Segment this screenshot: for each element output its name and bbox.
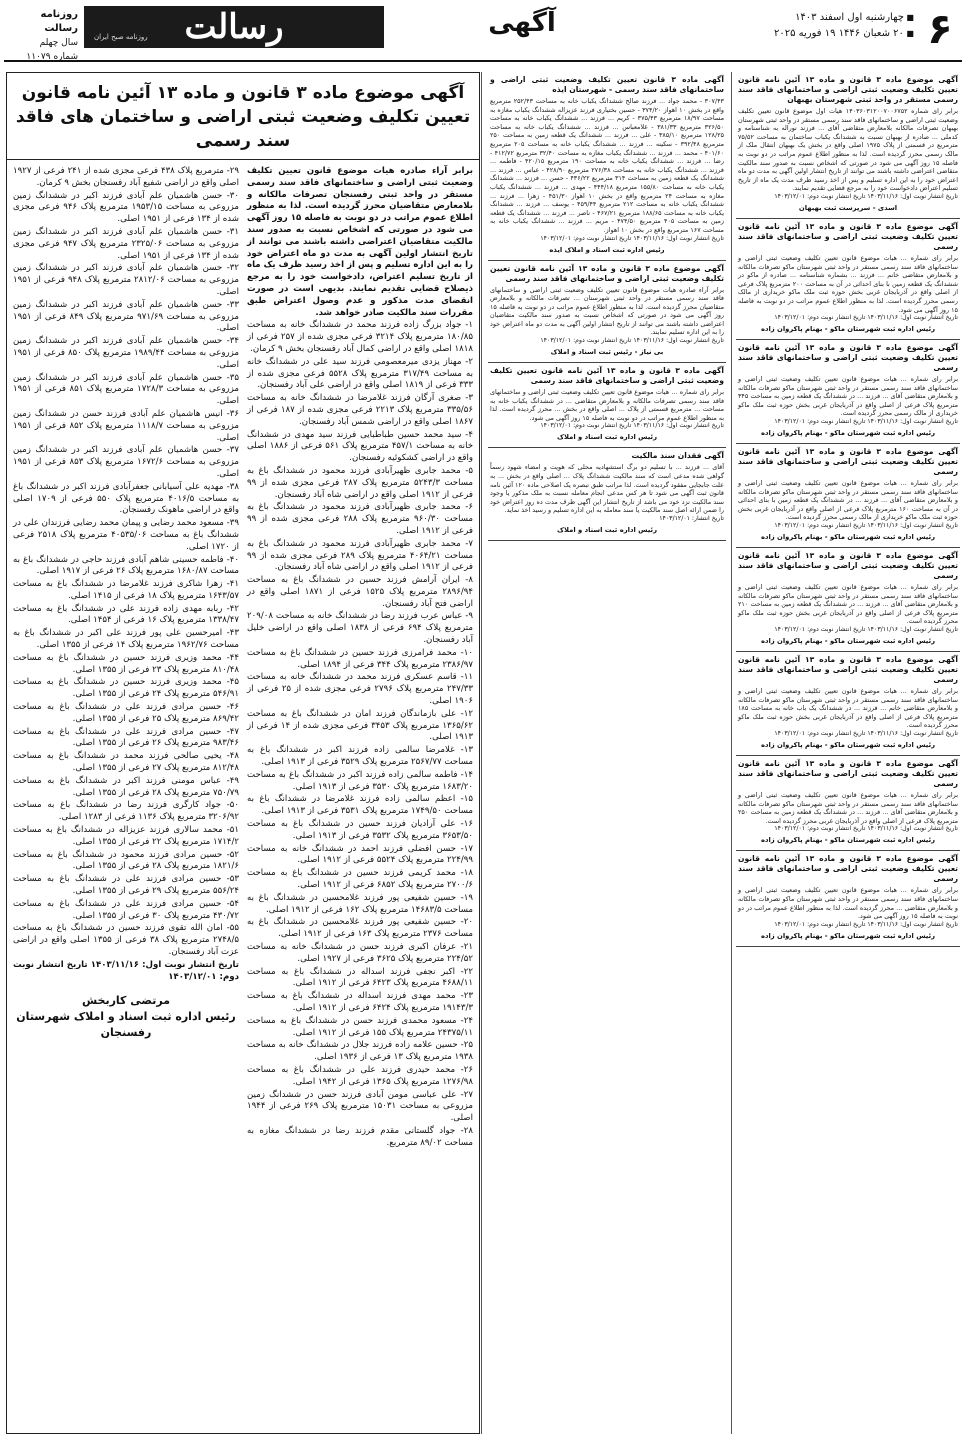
logo-text: رسالت (184, 7, 284, 47)
publish-dates: تاریخ انتشار نوبت اول: ۱۴۰۳/۱۱/۱۶ تاریخ انتشار نوبت دوم: ۱۴۰۳/۱۲/۰۱ (13, 959, 239, 982)
page-number: ۶ (927, 4, 953, 53)
ad-body: برابر آراء صادره هیات موضوع قانون تعیین تکلیف وضعیت ثبتی اراضی و ساختمانهای فاقد سند رسمی مستقر در واحد ثبتی شهرستان ... تصرفات مالکانه و بلامعارض متقاضیان محرز گردیده است. لذا به منظور اطلاع عموم مراتب در دو نوبت به فاصله ۱۵ روز آگهی می شود در صورتی که اشخاص نسبت به صدور سند مالکیت متقاضیان اعتراضی داشته باشند می توانند از تاریخ انتشار اولین آگهی به مدت دو ماه اعتراض خود را به این اداره تسلیم نمایند. (490, 285, 724, 337)
property-entry: ۱- جواد بزرگ زاده فرزند محمد در ششدانگ خانه به مساحت ۱۸۰/۸۵ مترمربع پلاک ۳۲۱۴ فرعی مجزی شده از ۲۵۷ فرعی از ۱۸۱۸ اصلی واقع در اراضی کمال آباد رفسنجان بخش ۹ کرمان. (247, 320, 474, 354)
notice-title: آگهی موضوع ماده ۳ قانون و ماده ۱۳ آئین نامه قانون تعیین تکلیف وضعیت ثبتی اراضی و ساختمان های فاقد سند رسمی (7, 73, 479, 160)
ad-dates: تاریخ انتشار: ۱۴۰۳/۱۲/۰۱ (659, 515, 724, 522)
ad-notice (736, 444, 960, 548)
property-entry: ۲۱- عرفان اکبری فرزند حسن در ششدانگ خانه به مساحت ۲۲۴/۵۲ مترمربع پلاک ۳۶۲۵ فرعی از ۱۹۲۷ اصلی. (247, 942, 473, 964)
ad-signature: رئیس اداره ثبت شهرستان ماکو - بهنام پاکروان زاده (760, 533, 936, 542)
property-entry: ۱۵- اعظم سالمی زاده فرزند غلامرضا در ششدانگ باغ به مساحت ۱۷۴۹/۵۰ مترمربع پلاک ۳۵۳۱ فرعی از ۱۹۱۳ اصلی. (247, 794, 473, 817)
ad-body: ۳۰۷/۴۳ - محمد جواد ... فرزند صالح ششدانگ یکباب خانه به مساحت ۲۵۲/۴۳ مترمربع واقع در بخش ۱۰ اهواز ۳۷۴/۲۰ - حسین بختیاری فرزند عزیزاله ششدانگ یکباب مغازه به مساحت ۱۸/۹۷ مترمربع ۳۷۵/۴۳ - کریم ... فرزند ... ششدانگ یکباب خانه به مساحت ۳۲۶/۵۰ مترمربع ۳۸۱/۳۳ - غلامعباس ... فرزند ... ششدانگ یکباب خانه به مساحت ۱۲۸/۲۵ مترمربع ۳۸۵/۱۰ - علی ... فرزند ... ششدانگ یک قطعه زمین به مساحت ۲۵۰ مترمربع ۳۹۲/۴۸ - سکینه ... فرزند ... ششدانگ یکباب خانه به مساحت ۲۰۵ مترمربع ۴۰۱/۶۰ - محمد ... فرزند ... ششدانگ یکباب مغازه به مساحت ۳۲/۴۰ مترمربع ۴۱۲/۷۲ - رضا ... فرزند ... ششدانگ یکباب خانه به مساحت ۱۹۰ مترمربع ۴۲۰/۱۵ - فاطمه ... فرزند ... ششدانگ یکباب خانه به مساحت ۲۷۶/۳۸ مترمربع ۴۲۸/۹۰ - عباس ... فرزند ... ششدانگ یک قطعه زمین به مساحت ۳۱۴ مترمربع ۴۳۶/۲۲ - حسن ... فرزند ... ششدانگ یکباب خانه به مساحت ۱۵۵/۸۰ مترمربع ۴۴۴/۱۸ - مهدی ... فرزند ... ششدانگ یکباب مغازه به مساحت ۲۴ مترمربع واقع در بخش ۱۰ اهواز ۴۵۱/۳۰ - زهرا ... فرزند ... ششدانگ یکباب خانه به مساحت ۲۱۲ مترمربع ۴۵۹/۴۴ - یوسف ... فرزند ... ششدانگ یکباب خانه به مساحت ۱۸۸/۶۵ مترمربع ۴۶۷/۲۱ - ناصر ... فرزند ... ششدانگ یک قطعه زمین به مساحت ۴۰۵ مترمربع ۴۷۴/۵۰ - مریم ... فرزند ... ششدانگ یکباب خانه به مساحت ۱۶۷ مترمربع واقع در بخش ۱۰ اهواز. (490, 97, 725, 234)
ad-dates: تاریخ انتشار نوبت اول: ۱۴۰۳/۱۱/۱۶ تاریخ انتشار نوبت دوم: ۱۴۰۳/۱۲/۰۱ (540, 337, 724, 345)
property-entry: ۲۷- علی عباسی مومن آبادی فرزند حسن در ششدانگ زمین مزروعی به مساحت ۱۵۰۳۱ مترمربع پلاک ۲۶۹ فرعی از ۱۹۴۴ اصلی. (247, 1089, 473, 1124)
property-entry: ۱۰- محمد فرامرزی فرزند حسین در ششدانگ باغ به مساحت ۲۳۸۶/۹۷ مترمربع پلاک ۳۴۴ فرعی از ۱۸۹۴ اصلی. (247, 647, 473, 670)
property-entry: ۲۶- محمد حیدری فرزند علی در ششدانگ باغ به مساحت ۱۲۷۶/۹۸ مترمربع پلاک ۱۳۶۵ فرعی از ۱۹۴۲ اصلی. (247, 1064, 473, 1087)
ad-title: آگهی موضوع ماده ۳ قانون و ماده ۱۳ آئین نامه قانون تعیین تکلیف وضعیت ثبتی اراضی و ساختمانهای فاقد سند رسمی (738, 854, 958, 884)
property-entry: ۲۸- جواد گلستانی مقدم فرزند رضا در ششدانگ مغازه به مساحت ۸۹/۰۲ مترمربع. (247, 1125, 473, 1148)
ad-body: برابر رای شماره ... هیات موضوع قانون تعیین تکلیف وضعیت ثبتی اراضی و ساختمانهای فاقد سند رسمی مستقر در واحد ثبتی شهرستان ماکو تصرفات مالکانه و بلامعارض متقاضی خانم ... فرزند ... در ششدانگ یک باب خانه به مساحت ۱۸۵ مترمربع پلاک فرعی از اصلی واقع در آذربایجان غربی بخش حوزه ثبت ملک ماکو محرز گردیده است. (738, 687, 958, 730)
property-entry: ۳۱- حسن هاشمیان علم آبادی فرزند اکبر در ششدانگ زمین مزروعی به مساحت ۲۳۲۵/۰۶ مترمربع پلاک ۹۴۷ فرعی مجزی شده از ۱۳۴ فرعی از ۱۹۵۱ اصلی. (13, 226, 239, 261)
ad-dates: تاریخ انتشار نوبت اول: ۱۴۰۳/۱۱/۱۶ تاریخ انتشار نوبت دوم: ۱۴۰۳/۱۲/۰۱ (774, 192, 958, 200)
property-entry: ۳۶- انیس هاشمیان علم آبادی فرزند حسن در ششدانگ زمین مزروعی به مساحت ۱۱۱۸/۷ مترمربع پلاک ۸۵۲ فرعی از ۱۹۵۱ اصلی. (13, 408, 239, 443)
signer-name: مرتضی کاربخش (81, 994, 171, 1008)
property-entry: ۱۱- قاسم عسکری فرزند محمد در ششدانگ خانه به مساحت ۲۴۷/۳۳ مترمربع پلاک ۲۷۹۶ فرعی مجزی شده از ۲۵ فرعی از ۱۹۰۶ اصلی. (247, 672, 473, 707)
ad-dates: تاریخ انتشار نوبت اول: ۱۴۰۳/۱۱/۱۶ تاریخ انتشار نوبت دوم: ۱۴۰۳/۱۲/۰۱ (774, 522, 958, 530)
property-entry: ۵۳- حسین مرادی فرزند علی در ششدانگ باغ به مساحت ۵۵۶/۲۴ مترمربع پلاک ۲۹ فرعی از ۱۳۵۵ اصلی. (13, 874, 239, 897)
property-entry: ۴۷- حسین مرادی فرزند علی در ششدانگ باغ به مساحت ۹۸۳/۴۶ مترمربع پلاک ۲۶ فرعی از ۱۳۵۵ اصلی. (13, 726, 239, 749)
ad-body: برابر رای شماره ... هیات موضوع قانون تعیین تکلیف وضعیت ثبتی اراضی و ساختمانهای فاقد سند رسمی مستقر در واحد ثبتی شهرستان ماکو تصرفات مالکانه و بلامعارض متقاضی آقای ... فرزند ... در ششدانگ یک قطعه زمین با بنای احداثی در آن به مساحت ۱۶۰ مترمربع پلاک فرعی از اصلی واقع در آذربایجان غربی بخش حوزه ثبت ملک ماکو خریداری از مالک رسمی محرز گردیده است. (738, 479, 958, 522)
ad-notice (736, 548, 960, 652)
issue-number: شماره ۱۱۰۷۹ (26, 52, 78, 62)
logo-subtext: روزنامه صبح ایران (94, 33, 148, 41)
ad-title: آگهی موضوع ماده ۳ قانون و ماده ۱۳ آئین نامه قانون تعیین تکلیف وضعیت ثبتی اراضی و ساختمانهای فاقد سند رسمی (738, 447, 958, 477)
ad-body: برابر رای شماره ... هیات موضوع قانون تعیین تکلیف وضعیت ثبتی اراضی و ساختمانهای فاقد سند رسمی مستقر در واحد ثبتی شهرستان ماکو تصرفات مالکانه و بلامعارض متقاضی آقای ... فرزند ... در ششدانگ یک قطعه زمین به مساحت ۲۵۰ مترمربع پلاک فرعی از اصلی واقع در آذربایجان غربی محرز گردیده است. (738, 790, 958, 825)
ad-signature: رئیس اداره ثبت شهرستان ماکو - بهنام پاکروان زاده (760, 740, 936, 749)
ad-dates: تاریخ انتشار نوبت اول: ۱۴۰۳/۱۱/۱۶ تاریخ انتشار نوبت دوم: ۱۴۰۳/۱۲/۰۱ (774, 729, 958, 737)
ad-dates: تاریخ انتشار نوبت اول: ۱۴۰۳/۱۱/۱۶ تاریخ انتشار نوبت دوم: ۱۴۰۳/۱۲/۰۱ (774, 314, 958, 322)
ad-signature: بی نیاز - رئیس ثبت اسناد و املاک (550, 348, 664, 357)
property-entry: ۲۴- مسعود محمدی فرزند حسن در ششدانگ باغ به مساحت ۲۴۳۷۵/۱۱ مترمربع پلاک ۱۵۵ فرعی از ۱۹۱۲ اصلی. (247, 1015, 473, 1038)
property-entry: ۳- صغری آرگان فرزند غلامرضا در ششدانگ خانه به مساحت ۳۳۵/۵۶ مترمربع پلاک ۲۲۱۳ فرعی مجزی شده از ۱۸۷ فرعی از ۱۸۶۷ اصلی واقع در اراضی شمس آباد رفسنجان. (247, 393, 474, 427)
ad-signature: رئیس اداره ثبت شهرستان ماکو - بهنام پاکروان زاده (760, 836, 936, 845)
ad-notice (736, 756, 960, 851)
ad-notice (488, 261, 726, 364)
ad-notice (736, 72, 960, 219)
property-entry: ۳۴- حسن هاشمیان علم آبادی فرزند اکبر در ششدانگ زمین مزروعی به مساحت ۱۹۸۹/۴۴ مترمربع پلاک ۸۵۰ فرعی از ۱۹۵۱ اصلی. (13, 336, 239, 370)
property-entry: ۵۱- محمد سالاری فرزند عزیزاله در ششدانگ باغ به مساحت ۱۷۱۴/۲ مترمربع پلاک ۲۲ فرعی از ۱۳۵۵ اصلی. (13, 825, 239, 847)
property-entry: ۲۵- حسین علامه زاده فرزند جلال در ششدانگ خانه به مساحت ۱۹۳۸ مترمربع پلاک ۱۳ فرعی از ۱۹۳۶ اصلی. (247, 1040, 473, 1063)
property-entry: ۵۴- حسین مرادی فرزند علی در ششدانگ باغ به مساحت ۴۳۰/۷۲ مترمربع پلاک ۳۰ فرعی از ۱۳۵۵ اصلی. (13, 898, 239, 921)
property-entry: ۱۷- حسن افضلی فرزند احمد در ششدانگ خانه به مساحت ۲۲۴/۹۹ مترمربع پلاک ۵۵۲۴ فرعی از ۱۹۱۲ اصلی. (247, 843, 473, 866)
ad-title: آگهی موضوع ماده ۳ قانون و ماده ۱۳ آئین نامه قانون تعیین تکلیف وضعیت ثبتی اراضی و ساختمانهای فاقد سند رسمی (738, 655, 958, 684)
ad-title: آگهی موضوع ماده ۳ قانون و ماده ۱۳ آئین نامه قانون تعیین تکلیف وضعیت ثبتی اراضی و ساختمانهای فاقد سند رسمی (738, 343, 958, 373)
notice-body (7, 160, 479, 1151)
property-entry: ۳۹- مسعود محمد رضایی و پیمان محمد رضایی فرزندان علی در ششدانگ باغ به مساحت ۴۰۵۳۵/۰۶ مترمربع پلاک ۲۵۱۸ فرعی از ۱۷۲۰ اصلی. (13, 518, 240, 552)
ad-title: آگهی موضوع ماده ۳ قانون و ماده ۱۳ آئین نامه قانون تعیین تکلیف وضعیت ثبتی اراضی و ساختمانهای فاقد سند رسمی (738, 758, 958, 788)
property-entry: ۲۰- حسین شفیعی پور فرزند غلامحسین در ششدانگ باغ به مساحت ۲۳۷۶ مترمربع پلاک ۱۶۳ فرعی از ۱۹۱۲ اصلی. (247, 917, 473, 940)
property-entry: ۴۶- حسین مرادی فرزند علی در ششدانگ باغ به مساحت ۸۶۹/۴۲ مترمربع پلاک ۲۵ فرعی از ۱۳۵۵ اصلی. (13, 702, 239, 724)
date-line-2: ■ ۲۰ شعبان ۱۴۴۶ ۱۹ فوریه ۲۰۲۵ (694, 26, 914, 42)
ad-dates: تاریخ انتشار نوبت اول: ۱۴۰۳/۱۱/۱۶ تاریخ انتشار نوبت دوم: ۱۴۰۳/۱۲/۰۱ (774, 825, 958, 833)
ad-signature: رئیس اداره ثبت شهرستان ماکو - بهنام پاکروان زاده (760, 637, 936, 645)
ad-signature: رئیس اداره ثبت شهرستان ماکو - بهنام پاکروان زاده (760, 325, 936, 334)
issue-brand: روزنامه رسالت (40, 9, 78, 34)
ad-dates: تاریخ انتشار نوبت اول: ۱۴۰۳/۱۱/۱۶ تاریخ انتشار نوبت دوم: ۱۴۰۳/۱۲/۰۱ (540, 422, 724, 430)
notice-column-right (247, 166, 473, 1151)
property-entry: ۲۲- اکبر نجفی فرزند اسداله در ششدانگ باغ به مساحت ۴۶۸۸/۱۱ مترمربع پلاک ۶۴۲۳ فرعی از ۱۹۱۲ اصلی. (247, 966, 473, 989)
signer-title: رئیس اداره ثبت اسناد و املاک شهرستان رفسنجان (16, 1010, 236, 1040)
section-title: آگهی (488, 8, 556, 38)
property-entry: ۶- محمد جابری ظهیرآبادی فرزند محمود در ششدانگ باغ به مساحت ۹۶۰/۳۰ مترمربع پلاک ۲۸۸ فرعی مجزی شده از ۹۹ فرعی از ۱۹۱۲ اصلی. (247, 502, 474, 536)
ad-signature: رئیس اداره ثبت شهرستان ماکو - بهنام پاکروان زاده (760, 429, 936, 438)
ad-title: آگهی فقدان سند مالکیت (631, 451, 724, 461)
property-entry: ۵۵- امان الله تقوی فرزند حسین در ششدانگ باغ به مساحت ۲۷۴۸/۵ مترمربع پلاک ۳۸ فرعی از ۱۳۵۵ اصلی واقع در اراضی عزت آباد رفسنجان. (13, 923, 240, 957)
ad-body: برابر رای شماره ... هیات موضوع قانون تعیین تکلیف وضعیت ثبتی اراضی و ساختمانهای فاقد سند رسمی مستقر در واحد ثبتی شهرستان ماکو تصرفات مالکانه و بلامعارض متقاضی آقای ... فرزند ... در ششدانگ یک قطعه زمین به مساحت ۲۱۰ مترمربع پلاک فرعی از اصلی واقع در آذربایجان غربی بخش حوزه ثبت ملک ماکو محرز گردیده است. (738, 583, 958, 626)
property-entry: ۱۲- علی بازماندگان فرزند امان در ششدانگ باغ به مساحت ۱۳۶۵/۶۲ مترمربع پلاک ۳۴۵۳ فرعی مجزی شده از ۱۴ فرعی از ۱۹۱۳ اصلی. (247, 708, 473, 743)
ad-title: آگهی ماده ۳ قانون تعیین تکلیف وضعیت ثبتی اراضی و ساختمانهای فاقد سند رسمی - شهرستان ایذه (490, 75, 724, 94)
ad-dates: تاریخ انتشار نوبت اول: ۱۴۰۳/۱۱/۱۶ تاریخ انتشار نوبت دوم: ۱۴۰۳/۱۲/۰۱ (774, 418, 958, 426)
ad-dates: تاریخ انتشار نوبت اول: ۱۴۰۳/۱۱/۱۶ تاریخ انتشار نوبت دوم: ۱۴۰۳/۱۲/۰۱ (774, 626, 958, 633)
property-entry: ۱۹- حسین شفیعی پور فرزند غلامحسین در ششدانگ باغ به مساحت ۱۴۶۸۳/۵ مترمربع پلاک ۱۶۲ فرعی از ۱۹۱۲ اصلی. (247, 892, 473, 915)
property-entry: ۵- محمد جابری ظهیرآبادی فرزند محمود در ششدانگ باغ به مساحت ۵۲۴۳/۳ مترمربع پلاک ۲۸۷ فرعی مجزی شده از ۹۹ فرعی از ۱۹۱۲ اصلی واقع در اراضی شاه آباد رفسنجان. (247, 465, 474, 500)
ad-notice (736, 851, 960, 946)
property-entry: ۵۲- حسین مرادی فرزند محمود در ششدانگ باغ به مساحت ۱۸۲۱/۶ مترمربع پلاک ۲۸ فرعی از ۱۳۵۵ اصلی. (13, 849, 239, 872)
ad-signature: اسدی - سرپرست ثبت بهبهان (798, 203, 898, 212)
issue-year: سال چهلم (39, 38, 78, 48)
notice-intro: برابر آراء صادره هیات موضوع قانون تعیین تکلیف وضعیت ثبتی اراضی و ساختمانهای فاقد سند رسمی مستقر در واحد ثبتی رفسنجان تصرفات مالکانه و بلامعارض متقاضیان محرز گردیده است. لذا به منظور اطلاع عموم مراتب در دو نوبت به فاصله ۱۵ روز آگهی می شود در صورتی که اشخاص نسبت به صدور سند مالکیت متقاضیان اعتراضی داشته باشند می توانند از تاریخ انتشار اولین آگهی به مدت دو ماه اعتراض خود را به این اداره تسلیم و پس از اخذ رسید ظرف یک ماه از تاریخ تسلیم اعتراض، دادخواست خود را به مرجع ذیصلاح قضایی تقدیم نمایند. بدیهی است در صورت انقضای مدت مذکور و عدم وصول اعتراض طبق مقررات سند مالکیت صادر خواهد شد. (247, 166, 473, 318)
ad-title: آگهی ماده ۳ قانون و ماده ۱۳ آئین نامه قانون تعیین تکلیف وضعیت ثبتی اراضی و ساختمانهای فاقد سند رسمی (490, 366, 724, 386)
rafsanjan-notice (6, 72, 480, 1434)
column-divider (481, 72, 482, 1434)
date-block (694, 10, 914, 42)
property-entry: ۱۶- علی آرادیان فرزند حسین در ششدانگ باغ به مساحت ۳۶۵۳/۵۰ مترمربع پلاک ۳۵۳۲ فرعی از ۱۹۱۳ اصلی. (247, 819, 473, 841)
ad-notice (488, 448, 726, 541)
property-entry: ۲- مهناز یزدی میرمعصومی فرزند سید علی در ششدانگ خانه به مساحت ۳۱۷/۴۹ مترمربع پلاک ۵۵۲۸ فرعی مجزی شده از ۳۳۳ فرعی از ۱۸۱۹ اصلی واقع در اراضی علی آباد رفسنجان. (247, 356, 474, 391)
property-entry: ۹- عباس عرب فرزند رضا در ششدانگ خانه به مساحت ۲۰۹/۰۸ مترمربع پلاک ۶۹۴ فرعی از ۱۸۳۸ اصلی واقع در اراضی خلیل آباد رفسنجان. (247, 611, 473, 646)
ad-dates: تاریخ انتشار نوبت اول: ۱۴۰۳/۱۱/۱۶ تاریخ انتشار نوبت دوم: ۱۴۰۳/۱۲/۰۱ (774, 920, 958, 928)
ad-signature: رئیس اداره ثبت اسناد و املاک (557, 526, 657, 534)
property-entry: ۳۵- حسن هاشمیان علم آبادی فرزند اکبر در ششدانگ زمین مزروعی به مساحت ۱۷۲۸/۳ مترمربع پلاک ۸۵۱ فرعی از ۱۹۵۱ اصلی. (13, 372, 239, 407)
column-right-ads (736, 72, 960, 1434)
property-entry: ۱۳- غلامرضا سالمی زاده فرزند اکبر در ششدانگ باغ به مساحت ۲۵۶۷/۷۷ مترمربع پلاک ۳۵۲۹ فرعی از ۱۹۱۳ اصلی. (247, 745, 473, 768)
ad-dates: تاریخ انتشار نوبت اول: ۱۴۰۳/۱۱/۱۶ تاریخ انتشار نوبت دوم: ۱۴۰۳/۱۲/۰۱ (540, 234, 724, 242)
property-entry: ۲۹- مترمربع پلاک ۴۳۸ فرعی مجزی شده از ۲۴۱ فرعی از ۱۹۲۷ اصلی واقع در اراضی شفیع آباد رفسنجان بخش ۹ کرمان. (13, 166, 240, 188)
property-entry: ۴۵- محمد وزیری فرزند حسین در ششدانگ باغ به مساحت ۵۴۶/۹۱ مترمربع پلاک ۲۴ فرعی از ۱۳۵۵ اصلی. (13, 677, 239, 700)
property-entry: ۳۲- حسن هاشمیان علم آبادی فرزند اکبر در ششدانگ زمین مزروعی به مساحت ۲۸۱۲/۰۶ مترمربع پلاک ۹۴۸ فرعی از ۱۹۵۱ اصلی. (13, 263, 239, 297)
ad-body: برابر رای شماره ۱۴۰۳۶۰۳۱۲۰۰۷۰۰۶۷۵۲ هیات اول موضوع قانون تعیین تکلیف وضعیت ثبتی اراضی و ساختمانهای فاقد سند رسمی مستقر در واحد ثبتی شهرستان بهبهان تصرفات مالکانه بلامعارض متقاضی آقای ... فرزند نوراله به شناسنامه و کدملی ... صادره از بهبهان نسبت به ششدانگ یکباب ساختمان به مساحت ۷۵/۵۲ مترمربع در قسمتی از پلاک ۱۹۷۵ اصلی واقع در بخش یک بهبهان انتقال ملک از مالک رسمی محرز گردیده است. لذا به منظور اطلاع عموم مراتب در دو نوبت به فاصله ۱۵ روز آگهی می شود در صورتی که اشخاص نسبت به صدور سند مالکیت متقاضی اعتراضی داشته باشند می توانند از تاریخ انتشار اولین آگهی به مدت دو ماه اعتراض خود را به این اداره تسلیم و پس از اخذ رسید ظرف مدت یک ماه از تاریخ تسلیم اعتراض دادخواست خود را به مرجع قضایی تقدیم نمایند. (738, 107, 958, 193)
property-entry: ۷- محمد جابری ظهیرآبادی فرزند محمود در ششدانگ باغ به مساحت ۴۰۶۴/۲۱ مترمربع پلاک ۲۸۹ فرعی مجزی شده از ۹۹ فرعی از ۱۹۱۲ اصلی واقع در اراضی شاه آباد رفسنجان. (247, 538, 474, 573)
ad-signature: رئیس اداره ثبت شهرستان ماکو - بهنام پاکروان زاده (760, 931, 936, 940)
date-line-1: ■ چهارشنبه اول اسفند ۱۴۰۳ (694, 10, 914, 26)
property-entry: ۴۰- فاطمه حسینی شاهم آبادی فرزند حاجی در ششدانگ باغ به مساحت ۱۶۸۰/۸۷ مترمربع پلاک ۲۶ فرعی از ۱۹۱۷ اصلی. (13, 554, 239, 577)
ad-body: برابر رای شماره ... هیات موضوع قانون تعیین تکلیف وضعیت ثبتی اراضی و ساختمانهای فاقد سند رسمی مستقر در واحد ثبتی شهرستان ماکو تصرفات مالکانه و بلامعارض متقاضی خانم ... فرزند ... بشماره شناسنامه ... صادره از ماکو در ششدانگ یک قطعه زمین با بنای احداثی در آن به مساحت ۲۰۰ مترمربع پلاک فرعی از اصلی واقع در آذربایجان غربی بخش حوزه ثبت ملک ماکو خریداری از مالک رسمی محرز گردیده است. لذا به منظور اطلاع عموم مراتب در دو نوبت به فاصله ۱۵ روز آگهی می شود. (738, 253, 958, 314)
column-middle-ads (488, 72, 726, 1434)
property-entry: ۴۸- یحیی صالحی فرزند محمد در ششدانگ باغ به مساحت ۸۱۲/۴۸ مترمربع پلاک ۲۷ فرعی از ۱۳۵۵ اصلی. (13, 751, 239, 774)
property-entry: ۳۰- حسن هاشمیان علم آبادی فرزند اکبر در ششدانگ زمین مزروعی به مساحت ۱۹۵۳/۱۵ مترمربع پلاک ۹۴۶ فرعی مجزی شده از ۱۳۴ فرعی از ۱۹۵۱ اصلی. (13, 190, 239, 225)
ad-notice (736, 340, 960, 444)
property-entry: ۱۴- فاطمه سالمی زاده فرزند اکبر در ششدانگ باغ به مساحت ۱۶۸۳/۲۰ مترمربع پلاک ۳۵۳۰ فرعی از ۱۹۱۳ اصلی. (247, 769, 473, 792)
ad-notice (488, 72, 726, 261)
ad-body: آقای ... فرزند ... با تسلیم دو برگ استشهادیه محلی که هویت و امضاء شهود رسماً گواهی شده مدعی است که سند مالکیت ششدانگ پلاک ... اصلی واقع در بخش ... به علت جابجایی مفقود گردیده است. لذا مراتب طبق تبصره یک اصلاحی ماده ۱۲۰ آئین نامه قانون ثبت آگهی می شود تا هر کس مدعی انجام معامله نسبت به ملک مذکور یا وجود سند مالکیت نزد خود می باشد از تاریخ انتشار این آگهی ظرف مدت ده روز اعتراض خود را ضمن ارائه اصل سند مالکیت یا سند معامله به این اداره تسلیم و رسید اخذ نماید. (490, 463, 724, 515)
issue-block (6, 8, 78, 64)
property-entry: ۱۸- محمد کریمی فرزند حسین در ششدانگ باغ به مساحت ۲۷۰۰/۶ مترمربع پلاک ۶۸۵۲ فرعی از ۱۹۱۲ اصلی. (247, 868, 473, 891)
property-entry: ۴۲- ربابه مهدی زاده فرزند علی در ششدانگ باغ به مساحت ۱۳۳۸/۴۷ مترمربع پلاک ۱۶ فرعی از ۱۴۵۴ اصلی. (13, 603, 239, 626)
ad-title: آگهی موضوع ماده ۳ قانون و ماده ۱۳ آئین نامه قانون تعیین تکلیف وضعیت ثبتی اراضی و ساختمانهای فاقد سند رسمی مستقر در واحد ثبتی شهرستان بهبهان (738, 75, 958, 104)
property-entry: ۴- سید محمد حسین طباطبایی فرزند سید مهدی در ششدانگ خانه به مساحت ۴۵۷/۱ مترمربع پلاک ۵۶۱ فرعی از ۱۸۸۶ اصلی واقع در اراضی کشکوئیه رفسنجان. (247, 429, 474, 464)
ad-title: آگهی موضوع ماده ۳ قانون و ماده ۱۳ آئین نامه قانون تعیین تکلیف وضعیت ثبتی اراضی و ساختمانهای فاقد سند رسمی (738, 221, 958, 251)
property-entry: ۵۰- جواد کارگری فرزند رضا در ششدانگ باغ به مساحت ۳۲۰۶/۹۲ مترمربع پلاک ۱۱۳۶ فرعی از ۱۲۸۳ اصلی. (13, 800, 239, 823)
ad-title: آگهی موضوع ماده ۳ قانون و ماده ۱۳ آئین نامه قانون تعیین تکلیف وضعیت ثبتی اراضی و ساختمانهای فاقد سند رسمی (490, 263, 725, 283)
ad-body: برابر رای شماره ... هیات موضوع قانون تعیین تکلیف وضعیت ثبتی اراضی و ساختمانهای فاقد سند رسمی مستقر در واحد ثبتی شهرستان ماکو تصرفات مالکانه و بلامعارض متقاضی آقای ... فرزند ... در ششدانگ یک قطعه زمین به مساحت ۳۴۵ مترمربع پلاک فرعی از اصلی واقع در آذربایجان غربی بخش حوزه ثبت ملک ماکو خریداری از مالک رسمی محرز گردیده است. (738, 375, 958, 418)
masthead (4, 4, 962, 62)
property-entry: ۸- ایران آرامش فرزند حسین در ششدانگ باغ به مساحت ۲۸۹۶/۹۴ مترمربع پلاک ۱۵۲۵ فرعی از ۱۸۷۱ اصلی واقع در اراضی فتح آباد رفسنجان. (247, 575, 474, 609)
property-entry: ۳۷- حسن هاشمیان علم آبادی فرزند اکبر در ششدانگ زمین مزروعی به مساحت ۱۶۷۲/۶ مترمربع پلاک ۸۵۳ فرعی از ۱۹۵۱ اصلی. (13, 445, 239, 479)
ad-body: برابر رای شماره ... هیات موضوع قانون تعیین تکلیف وضعیت ثبتی اراضی و ساختمانهای فاقد سند رسمی مستقر در واحد ثبتی شهرستان ماکو تصرفات مالکانه و بلامعارض متقاضی ... محرز گردیده است. لذا به منظور اطلاع عموم مراتب در دو نوبت به فاصله ۱۵ روز آگهی می شود. (738, 886, 958, 921)
ad-notice (488, 363, 726, 448)
signature-block (13, 993, 239, 1041)
ad-signature: رئیس اداره ثبت اسناد و املاک ایذه (549, 245, 665, 254)
property-entry: ۳۳- حسن هاشمیان علم آبادی فرزند اکبر در ششدانگ زمین مزروعی به مساحت ۹۷۱/۶۹ مترمربع پلاک ۸۴۹ فرعی از ۱۹۵۱ اصلی. (13, 299, 239, 334)
property-entry: ۴۳- امیرحسین علی پور فرزند علی اکبر در ششدانگ باغ به مساحت ۱۹۶۲/۷۶ مترمربع پلاک ۱۴ فرعی از ۱۳۵۵ اصلی. (13, 628, 239, 651)
property-entry: ۲۳- محمد مهدی فرزند اسداله در ششدانگ باغ به مساحت ۱۹۱۴۳/۳ مترمربع پلاک ۶۴۲۴ فرعی از ۱۹۱۲ اصلی. (247, 991, 473, 1013)
column-divider (731, 72, 732, 1434)
property-entry: ۳۸- مهدیه علی آسیابانی جعفرآبادی فرزند اکبر در ششدانگ باغ به مساحت ۴۰۱۶/۵ مترمربع پلاک ۵۵۰ فرعی از ۱۷۰۹ اصلی واقع در اراضی ماهونک رفسنجان. (13, 481, 240, 516)
ad-title: آگهی موضوع ماده ۳ قانون و ماده ۱۳ آئین نامه قانون تعیین تکلیف وضعیت ثبتی اراضی و ساختمانهای فاقد سند رسمی (738, 551, 958, 581)
ad-body: برابر رای شماره ... هیات موضوع قانون تعیین تکلیف وضعیت ثبتی اراضی و ساختمانهای فاقد سند رسمی تصرفات مالکانه و بلامعارض متقاضی ... در ششدانگ یکباب خانه به مساحت ... مترمربع قسمتی از پلاک ... اصلی واقع در بخش ... محرز گردیده است. لذا به منظور اطلاع عموم مراتب در دو نوبت به فاصله ۱۵ روز آگهی می شود. (490, 388, 724, 422)
ad-signature: رئیس اداره ثبت اسناد و املاک (557, 433, 657, 442)
ad-notice (736, 219, 960, 340)
ad-notice (736, 652, 960, 756)
property-entry: ۴۴- محمد وزیری فرزند حسین در ششدانگ باغ به مساحت ۸۱۰/۴۸ مترمربع پلاک ۲۳ فرعی از ۱۳۵۵ اصلی. (13, 652, 239, 675)
property-entry: ۴۱- زهرا شاکری فرزند غلامرضا در ششدانگ باغ به مساحت ۱۶۴۳/۵۷ مترمربع پلاک ۱۸ فرعی از ۱۴۱۵ اصلی. (13, 579, 239, 601)
notice-column-left (13, 166, 239, 1151)
newspaper-logo (84, 6, 384, 48)
property-entry: ۴۹- عباس مومنی فرزند اکبر در ششدانگ باغ به مساحت ۷۵۰/۷۹ مترمربع پلاک ۲۸ فرعی از ۱۳۵۵ اصلی. (13, 775, 239, 798)
